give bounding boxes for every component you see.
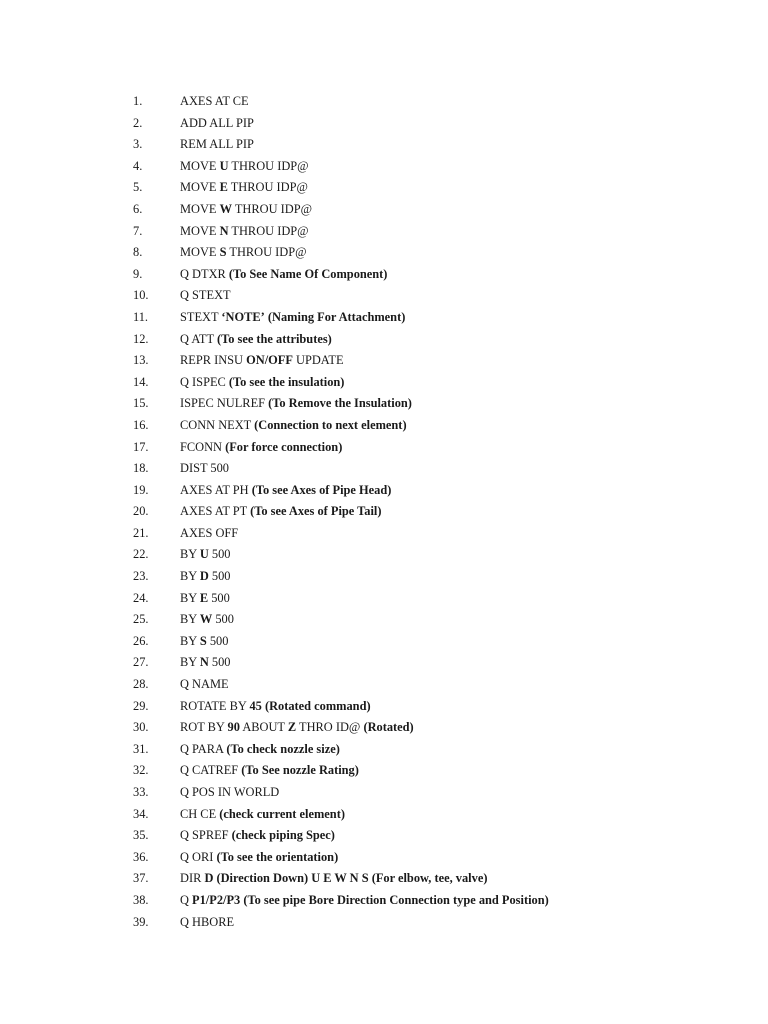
list-item — [0, 134, 768, 156]
list-item — [0, 458, 768, 480]
command-text: MOVE — [180, 158, 220, 173]
command-bold-text: (Rotated) — [363, 720, 414, 735]
command-list — [0, 91, 768, 933]
list-item-command — [180, 890, 549, 912]
command-text: REM ALL PIP — [180, 137, 254, 152]
list-item — [0, 329, 768, 351]
list-item — [0, 890, 768, 912]
command-bold-text: E — [199, 590, 209, 605]
command-text: DIR — [180, 871, 205, 886]
command-bold-text: E — [219, 180, 228, 195]
command-bold-text: (Connection to next element) — [254, 417, 407, 432]
list-item-command — [180, 264, 387, 286]
list-item-number: 5. — [133, 180, 143, 195]
command-bold-text: (For force connection) — [225, 439, 343, 454]
list-item-command — [180, 739, 340, 761]
list-item — [0, 739, 768, 761]
command-text: ROT BY — [180, 720, 228, 735]
list-item-number: 13. — [133, 353, 149, 368]
list-item-number: 7. — [133, 223, 143, 238]
list-item-command — [180, 307, 405, 329]
list-item-command — [180, 134, 254, 156]
list-item-command — [180, 199, 312, 221]
command-bold-text: D — [199, 569, 209, 584]
list-item-number: 24. — [133, 590, 149, 605]
list-item-command — [180, 912, 234, 934]
list-item-command — [180, 652, 231, 674]
command-text: Q ISPEC — [180, 374, 229, 389]
list-item-number: 39. — [133, 914, 149, 929]
list-item — [0, 847, 768, 869]
list-item — [0, 437, 768, 459]
command-bold-text: (To see Axes of Pipe Head) — [251, 482, 392, 497]
list-item-command — [180, 588, 230, 610]
command-bold-text: (To see the insulation) — [228, 374, 345, 389]
list-item-command — [180, 696, 371, 718]
command-text: CH CE — [180, 806, 220, 821]
command-text: 500 — [208, 569, 231, 584]
list-item-command — [180, 760, 359, 782]
list-item-command — [180, 372, 344, 394]
list-item — [0, 264, 768, 286]
list-item — [0, 523, 768, 545]
command-bold-text: 90 — [227, 720, 240, 735]
command-text: THROU IDP@ — [227, 180, 308, 195]
command-bold-text: (check piping Spec) — [231, 828, 335, 843]
command-bold-text: W — [199, 612, 213, 627]
command-bold-text: (To See Name Of Component) — [228, 266, 388, 281]
list-item-command — [180, 566, 231, 588]
list-item-number: 33. — [133, 785, 149, 799]
command-text: Q STEXT — [180, 288, 231, 303]
command-text: THRO ID@ — [296, 720, 364, 735]
command-text: STEXT — [180, 309, 222, 324]
list-item-number: 18. — [133, 461, 149, 476]
command-text: AXES AT CE — [180, 94, 249, 108]
command-bold-text: N — [199, 655, 209, 670]
list-item — [0, 501, 768, 523]
list-item-number: 22. — [133, 547, 149, 562]
command-text: Q DTXR — [180, 266, 229, 281]
command-text: Q — [180, 892, 193, 907]
command-text: Q HBORE — [180, 914, 235, 929]
command-text: UPDATE — [292, 353, 344, 368]
command-bold-text: 45 (Rotated command) — [249, 698, 371, 713]
list-item — [0, 544, 768, 566]
command-bold-text: S — [219, 245, 227, 260]
command-text: Q ATT — [180, 331, 217, 346]
command-text: THROU IDP@ — [228, 158, 309, 173]
list-item-number: 8. — [133, 245, 143, 260]
command-text: 500 — [212, 612, 234, 627]
list-item-command — [180, 501, 382, 523]
list-item — [0, 156, 768, 178]
list-item-command — [180, 156, 309, 178]
list-item — [0, 868, 768, 890]
list-item — [0, 221, 768, 243]
list-item — [0, 696, 768, 718]
list-item-command — [180, 393, 412, 415]
list-item — [0, 350, 768, 372]
list-item-number: 15. — [133, 396, 149, 411]
command-text: ROTATE BY — [180, 698, 250, 713]
list-item-number: 38. — [133, 892, 149, 907]
command-text: MOVE — [180, 180, 220, 195]
command-text: Q PARA — [180, 741, 227, 756]
command-text: 500 — [206, 633, 229, 648]
list-item-command — [180, 717, 414, 739]
list-item — [0, 782, 768, 804]
list-item-command — [180, 91, 249, 113]
list-item-number: 37. — [133, 871, 149, 886]
list-item — [0, 177, 768, 199]
command-bold-text: W — [219, 201, 232, 216]
list-item-command — [180, 825, 335, 847]
list-item — [0, 912, 768, 934]
list-item — [0, 307, 768, 329]
command-text: DIST 500 — [180, 461, 229, 476]
list-item — [0, 199, 768, 221]
command-bold-text: (To see Axes of Pipe Tail) — [250, 504, 382, 519]
list-item — [0, 804, 768, 826]
command-text: Q NAME — [180, 677, 229, 692]
command-text: MOVE — [180, 223, 220, 238]
command-text: 500 — [208, 547, 231, 562]
command-bold-text: (To see the orientation) — [216, 849, 339, 864]
list-item — [0, 717, 768, 739]
command-text: Q ORI — [180, 849, 217, 864]
list-item-command — [180, 868, 487, 890]
list-item-number: 19. — [133, 482, 149, 497]
command-bold-text: S — [199, 633, 207, 648]
command-text: BY — [180, 569, 200, 584]
command-text: ABOUT — [239, 720, 288, 735]
list-item-number: 36. — [133, 849, 149, 864]
list-item-number: 26. — [133, 633, 149, 648]
command-bold-text: ‘NOTE’ — [221, 309, 265, 324]
list-item-number: 1. — [133, 94, 143, 108]
list-item-number: 27. — [133, 655, 149, 670]
command-bold-text: U — [199, 547, 209, 562]
command-bold-text: N — [219, 223, 229, 238]
list-item-command — [180, 609, 234, 631]
list-item — [0, 285, 768, 307]
list-item — [0, 242, 768, 264]
list-item — [0, 415, 768, 437]
list-item — [0, 393, 768, 415]
list-item-command — [180, 631, 228, 653]
list-item-command — [180, 674, 229, 696]
list-item-number: 23. — [133, 569, 149, 584]
list-item-command — [180, 523, 238, 545]
list-item-number: 25. — [133, 612, 149, 627]
list-item — [0, 91, 768, 113]
command-text: Q SPREF — [180, 828, 232, 843]
command-text: ADD ALL PIP — [180, 115, 254, 130]
command-bold-text: (To check nozzle size) — [226, 741, 340, 756]
list-item-number: 32. — [133, 763, 149, 778]
list-item — [0, 113, 768, 135]
list-item — [0, 652, 768, 674]
list-item-command — [180, 437, 342, 459]
list-item-number: 29. — [133, 698, 149, 713]
command-text: 500 — [208, 590, 230, 605]
list-item — [0, 566, 768, 588]
list-item-number: 28. — [133, 677, 149, 692]
list-item-number: 17. — [133, 439, 149, 454]
command-bold-text: (To Remove the Insulation) — [268, 396, 412, 411]
list-item-command — [180, 782, 279, 804]
command-text: AXES OFF — [180, 525, 239, 540]
command-bold-text: (To see the attributes) — [216, 331, 332, 346]
command-text: AXES AT PH — [180, 482, 252, 497]
list-item — [0, 674, 768, 696]
list-item-number: 9. — [133, 266, 143, 281]
list-item-number: 14. — [133, 374, 149, 389]
list-item-number: 16. — [133, 417, 149, 432]
list-item-number: 2. — [133, 115, 143, 130]
command-text: THROU IDP@ — [228, 223, 309, 238]
list-item-number: 12. — [133, 331, 149, 346]
list-item-command — [180, 415, 407, 437]
list-item-number: 31. — [133, 741, 149, 756]
command-bold-text: U — [219, 158, 229, 173]
command-text: CONN NEXT — [180, 417, 255, 432]
list-item-command — [180, 221, 309, 243]
list-item-number: 11. — [133, 309, 149, 324]
command-bold-text: Z — [287, 720, 297, 735]
list-item-command — [180, 285, 231, 307]
command-text: AXES AT PT — [180, 504, 251, 519]
command-text: BY — [180, 590, 200, 605]
list-item-command — [180, 329, 332, 351]
command-bold-text: (Naming For Attachment) — [267, 309, 406, 324]
command-text: FCONN — [180, 439, 226, 454]
command-bold-text: (check current element) — [219, 806, 345, 821]
list-item-number: 35. — [133, 828, 149, 843]
command-text: Q CATREF — [180, 763, 242, 778]
list-item-command — [180, 350, 344, 372]
command-text: BY — [180, 612, 200, 627]
command-text: MOVE — [180, 201, 220, 216]
list-item-command — [180, 480, 391, 502]
list-item — [0, 631, 768, 653]
command-text: ISPEC NULREF — [180, 396, 269, 411]
command-text: THROU IDP@ — [226, 245, 307, 260]
list-item-command — [180, 458, 229, 480]
command-text: 500 — [208, 655, 231, 670]
list-item-command — [180, 847, 338, 869]
command-text: BY — [180, 655, 200, 670]
command-text: THROU IDP@ — [231, 201, 313, 216]
list-item — [0, 825, 768, 847]
list-item-command — [180, 544, 231, 566]
list-item-number: 20. — [133, 504, 149, 519]
command-text: BY — [180, 547, 200, 562]
command-text: MOVE — [180, 245, 220, 260]
list-item-number: 30. — [133, 720, 149, 735]
list-item — [0, 588, 768, 610]
command-text: Q POS IN WORLD — [180, 785, 280, 799]
list-item-number: 21. — [133, 525, 149, 540]
command-bold-text: ON/OFF — [246, 353, 293, 368]
command-text: REPR INSU — [180, 353, 247, 368]
command-bold-text: P1/P2/P3 (To see pipe Bore Direction Connection type and Position) — [192, 892, 549, 907]
command-text: BY — [180, 633, 200, 648]
list-item-command — [180, 804, 345, 826]
list-item-number: 6. — [133, 201, 143, 216]
command-bold-text: D (Direction Down) U E W N S (For elbow, tee, valve) — [204, 871, 488, 886]
list-item-command — [180, 113, 254, 135]
list-item — [0, 372, 768, 394]
list-item-command — [180, 177, 308, 199]
list-item-number: 3. — [133, 137, 143, 152]
list-item — [0, 480, 768, 502]
list-item — [0, 609, 768, 631]
list-item-number: 10. — [133, 288, 149, 303]
list-item-number: 4. — [133, 158, 143, 173]
list-item-number: 34. — [133, 806, 149, 821]
list-item — [0, 760, 768, 782]
command-bold-text: (To See nozzle Rating) — [241, 763, 359, 778]
list-item-command — [180, 242, 307, 264]
